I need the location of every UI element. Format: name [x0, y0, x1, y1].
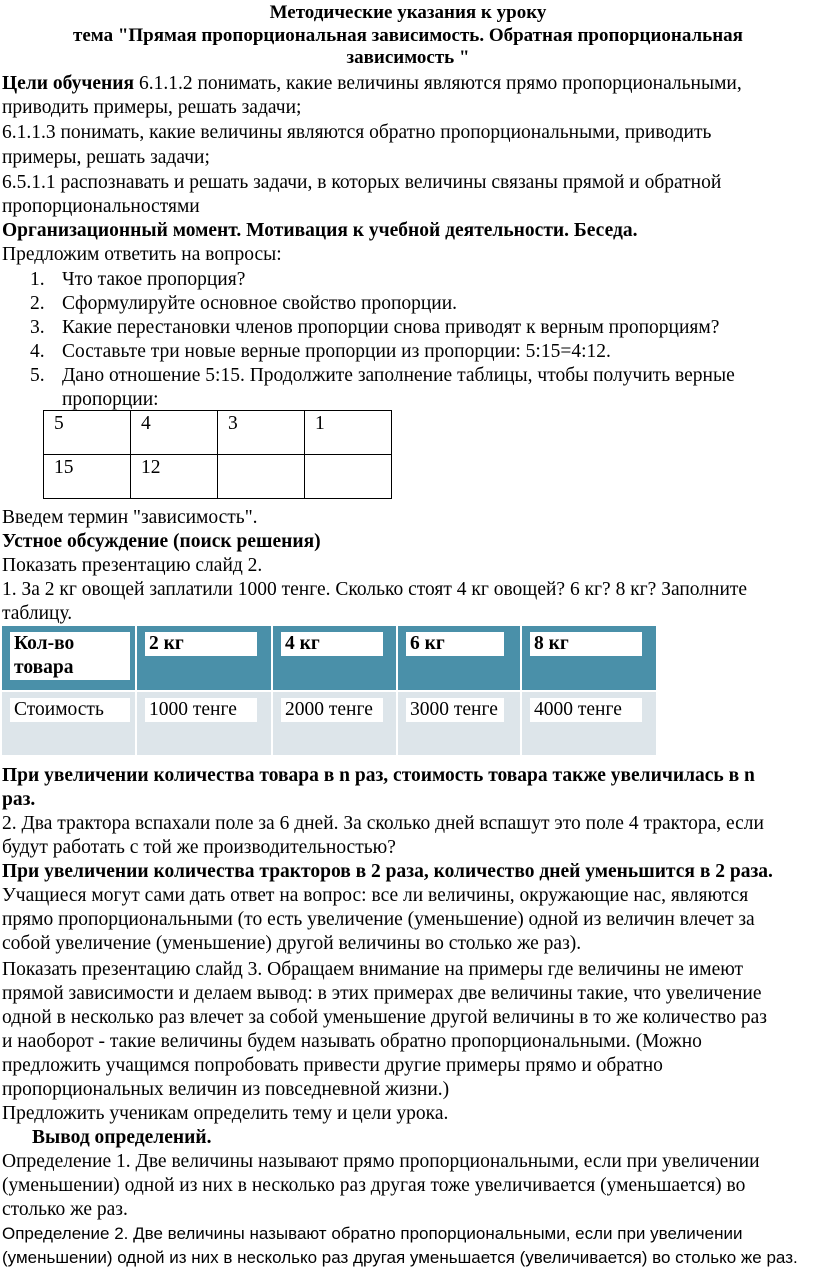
table-cell [272, 691, 397, 756]
question-number: 1. [30, 269, 45, 290]
question-number: 4. [30, 341, 45, 362]
definitions-heading: Вывод определений. [32, 1127, 212, 1148]
question-number: 5. [30, 365, 45, 386]
cell-value: Стоимость [10, 698, 130, 722]
conclusion-1-line-2: раз. [2, 789, 36, 810]
table-cell: 5 [44, 411, 131, 455]
goods-table [2, 626, 658, 757]
table-header-row [2, 626, 657, 691]
question-2 [30, 292, 457, 316]
task2-line-2: будут работать с той же производительностью? [2, 837, 396, 858]
table-cell: 15 [44, 455, 131, 499]
table-header-cell [2, 626, 136, 691]
question-1 [30, 268, 245, 292]
table-cell: 3 [218, 411, 305, 455]
goals-line-6: пропорциональностями [2, 196, 200, 217]
question-text: Какие перестановки членов пропорции снова приводят к верным пропорциям? [62, 317, 720, 338]
table-header-cell [136, 626, 272, 691]
question-5 [30, 364, 735, 388]
definition-1-line-3: столько же раз. [2, 1199, 128, 1220]
question-4 [30, 340, 611, 364]
table-row [44, 411, 392, 455]
doc-title: Методические указания к уроку [269, 2, 547, 23]
definition-2-line-2: (уменьшении) одной из них в несколько раз другая уменьшается (увеличивается) во столько же раз. [2, 1248, 798, 1267]
para2-line-5: предложить учащимся попробовать привести другие примеры прямо и обратно [2, 1055, 663, 1076]
header-label: Кол-во товара [10, 632, 130, 680]
goals-label: Цели обучения [2, 73, 135, 94]
para1-line-3: собой увеличение (уменьшение) другой величины во столько же раз). [2, 933, 582, 954]
question-number: 2. [30, 293, 45, 314]
cell-value: 3000 тенге [406, 698, 504, 722]
discussion-heading: Устное обсуждение (поиск решения) [2, 531, 321, 552]
question-3 [30, 316, 719, 340]
para2-line-3: одной в несколько раз влечет за собой уменьшение другой величины в то же количество раз [2, 1007, 767, 1028]
cell-value: 4000 тенге [530, 698, 642, 722]
cell-value: 1000 тенге [145, 698, 257, 722]
table-header-cell [272, 626, 397, 691]
table-cell [397, 691, 521, 756]
goals-text-1: 6.1.1.2 понимать, какие величины являются прямо пропорциональными, [134, 73, 742, 94]
para2-line-4: и наоборот - такие величины будем называть обратно пропорциональными. (Можно [2, 1031, 702, 1052]
table-cell [218, 455, 305, 499]
org-intro: Предложим ответить на вопросы: [2, 244, 282, 265]
table-row [2, 691, 657, 756]
header-label: 6 кг [406, 632, 504, 656]
lesson-topic: тема "Прямая пропорциональная зависимость. Обратная пропорциональная зависимость " [73, 25, 743, 68]
task1-line-2: таблицу. [2, 603, 73, 624]
table-cell: 4 [131, 411, 218, 455]
header-label: 8 кг [530, 632, 642, 656]
definition-1-line-1: Определение 1. Две величины называют прямо пропорциональными, если при увеличении [2, 1151, 760, 1172]
question-5-continued: пропорции: [62, 389, 159, 410]
table-row [44, 455, 392, 499]
para1-line-1: Учащиеся могут сами дать ответ на вопрос: все ли величины, окружающие нас, являются [2, 885, 749, 906]
para3: Предложить ученикам определить тему и цели урока. [2, 1103, 449, 1124]
header-label: 2 кг [145, 632, 257, 656]
question-text: Дано отношение 5:15. Продолжите заполнение таблицы, чтобы получить верные [62, 365, 735, 386]
question-text: Сформулируйте основное свойство пропорции. [62, 293, 458, 314]
term-line: Введем термин "зависимость". [2, 507, 258, 528]
table-cell [136, 691, 272, 756]
table-cell [305, 455, 392, 499]
goals-line-1 [2, 72, 742, 96]
table-header-cell [397, 626, 521, 691]
para2-line-2: прямой зависимости и делаем вывод: в этих примерах две величины такие, что увеличение [2, 983, 762, 1004]
question-text: Что такое пропорция? [62, 269, 246, 290]
slide2-line: Показать презентацию слайд 2. [2, 555, 263, 576]
goals-line-3: 6.1.1.3 понимать, какие величины являются обратно пропорциональными, приводить [2, 122, 712, 143]
table-cell: 1 [305, 411, 392, 455]
task2-line-1: 2. Два трактора вспахали поле за 6 дней. За сколько дней вспашут это поле 4 трактора, если [2, 813, 764, 834]
header-label: 4 кг [281, 632, 383, 656]
cell-value: 2000 тенге [281, 698, 383, 722]
para2-line-6: пропорциональных величин из повседневной жизни.) [2, 1079, 450, 1100]
para2-line-1: Показать презентацию слайд 3. Обращаем внимание на примеры где величины не имеют [2, 959, 744, 980]
table-cell [521, 691, 657, 756]
definition-2-line-1: Определение 2. Две величины называют обратно пропорциональными, если при увеличении [2, 1224, 743, 1243]
definition-1-line-2: (уменьшении) одной из них в несколько раз другая тоже увеличивается (уменьшается) во [2, 1175, 746, 1196]
task1-line-1: 1. За 2 кг овощей заплатили 1000 тенге. Сколько стоят 4 кг овощей? 6 кг? 8 кг? Заполните [2, 579, 748, 600]
conclusion-2: При увеличении количества тракторов в 2 раза, количество дней уменьшится в 2 раза. [2, 861, 773, 882]
question-text: Составьте три новые верные пропорции из пропорции: 5:15=4:12. [62, 341, 611, 362]
org-heading: Организационный момент. Мотивация к учебной деятельности. Беседа. [2, 220, 638, 241]
table-header-cell [521, 626, 657, 691]
goals-line-2: приводить примеры, решать задачи; [2, 97, 302, 118]
para1-line-2: прямо пропорциональными (то есть увеличение (уменьшение) одной из величин влечет за [2, 909, 755, 930]
table-cell [2, 691, 136, 756]
goals-line-5: 6.5.1.1 распознавать и решать задачи, в которых величины связаны прямой и обратной [2, 172, 722, 193]
conclusion-1-line-1: При увеличении количества товара в n раз, стоимость товара также увеличилась в n [2, 765, 755, 786]
ratio-table [43, 410, 392, 499]
table-cell: 12 [131, 455, 218, 499]
question-number: 3. [30, 317, 45, 338]
goals-line-4: примеры, решать задачи; [2, 147, 210, 168]
